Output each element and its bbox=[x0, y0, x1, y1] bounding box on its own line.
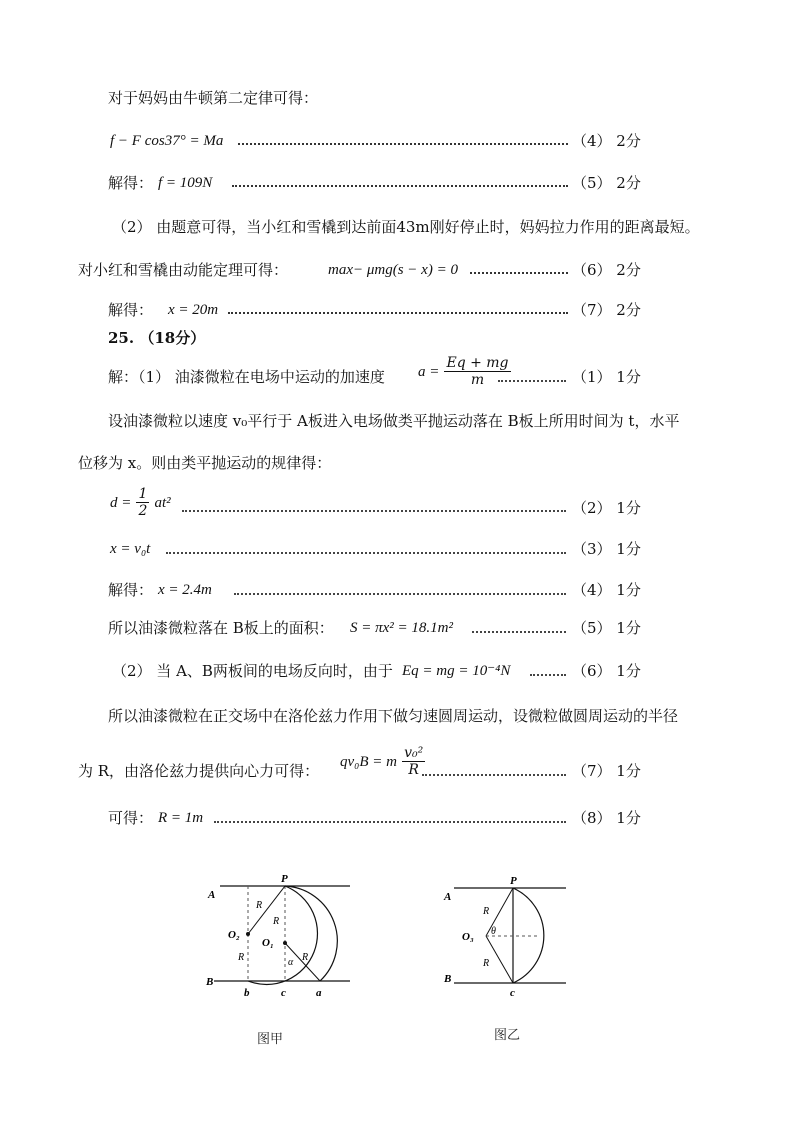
label-p: P bbox=[510, 875, 517, 887]
score-4b: （4） 1分 bbox=[572, 581, 641, 599]
label-r: R bbox=[483, 906, 490, 917]
score-7b: （7） 1分 bbox=[572, 762, 641, 780]
point-o2 bbox=[246, 932, 250, 936]
leader-dots bbox=[530, 674, 566, 676]
equation-acceleration bbox=[418, 355, 511, 388]
solve-label: 解得： bbox=[108, 174, 154, 192]
label-r: R bbox=[256, 900, 263, 911]
equation-f: f = 109N bbox=[158, 175, 213, 191]
d-rhs: at² bbox=[154, 495, 171, 511]
text-acceleration: 解：（1） 油漆微粒在电场中运动的加速度 bbox=[108, 368, 385, 386]
score-3: （3） 1分 bbox=[572, 540, 641, 558]
label-b: B bbox=[206, 976, 214, 988]
solve-label: 解得： bbox=[108, 301, 154, 319]
text-line-10: 位移为 x。则由类平抛运动的规律得： bbox=[78, 454, 332, 472]
equation-newton-mother: f − F cos37° = Ma bbox=[110, 133, 224, 149]
lorentz-lhs: qv₀B = m bbox=[340, 754, 397, 770]
leader-dots bbox=[498, 380, 566, 382]
d-lhs: d = bbox=[110, 495, 132, 511]
label-p: P bbox=[281, 873, 288, 885]
leader-dots bbox=[472, 631, 566, 633]
label-o3: O₃ bbox=[462, 931, 474, 943]
label-c-point: c bbox=[510, 987, 515, 999]
score-8: （8） 1分 bbox=[572, 809, 641, 827]
figure-2-caption: 图乙 bbox=[494, 1028, 521, 1043]
radius-line bbox=[486, 936, 513, 983]
equation-x-value: x = 2.4m bbox=[158, 582, 212, 598]
text-lorentz: 为 R，由洛伦兹力提供向心力可得： bbox=[78, 762, 320, 780]
text-line-1: 对于妈妈由牛顿第二定律可得： bbox=[108, 89, 319, 107]
fraction-denominator: 2 bbox=[138, 503, 148, 519]
score-6: （6） 2分 bbox=[572, 261, 641, 279]
equation-kinetic: max− μmg(s − x) = 0 bbox=[328, 262, 458, 278]
fraction-numerator: 1 bbox=[138, 486, 148, 502]
fraction-denominator: m bbox=[470, 372, 485, 388]
equation-r: R = 1m bbox=[158, 810, 204, 826]
figure-1-caption: 图甲 bbox=[257, 1032, 284, 1047]
half-fraction bbox=[136, 486, 149, 519]
fraction-denominator: R bbox=[408, 762, 419, 778]
label-b: B bbox=[444, 973, 452, 985]
leader-dots bbox=[470, 272, 568, 274]
label-theta: θ bbox=[491, 926, 496, 937]
fraction-numerator: v₀² bbox=[404, 745, 424, 761]
label-r: R bbox=[302, 952, 309, 963]
leader-dots bbox=[214, 821, 566, 823]
text-line-9: 设油漆微粒以速度 v₀平行于 A板进入电场做类平抛运动落在 B板上所用时间为 t，水平 bbox=[108, 412, 680, 430]
leader-dots bbox=[238, 143, 568, 145]
score-7: （7） 2分 bbox=[572, 301, 641, 319]
text-area: 所以油漆微粒落在 B板上的面积： bbox=[108, 619, 334, 637]
text-line-part2: （2） 由题意可得，当小红和雪橇到达前面43m刚好停止时，妈妈拉力作用的距离最短。 bbox=[112, 218, 700, 236]
score-1: （1） 1分 bbox=[572, 368, 641, 386]
label-b-point: b bbox=[244, 987, 250, 999]
leader-dots bbox=[182, 510, 566, 512]
label-r: R bbox=[273, 916, 280, 927]
equation-area: S = πx² = 18.1m² bbox=[350, 620, 453, 636]
leader-dots bbox=[166, 552, 566, 554]
label-r: R bbox=[238, 952, 245, 963]
text-line-16: 所以油漆微粒在正交场中在洛伦兹力作用下做匀速圆周运动，设微粒做圆周运动的半径 bbox=[108, 707, 679, 725]
leader-dots bbox=[422, 774, 566, 776]
score-4: （4） 2分 bbox=[572, 132, 641, 150]
figure-2-diagram bbox=[440, 872, 580, 1002]
equation-d bbox=[110, 486, 171, 519]
label-c-point: c bbox=[281, 987, 286, 999]
score-5: （5） 2分 bbox=[572, 174, 641, 192]
leader-dots bbox=[234, 593, 566, 595]
radius-line bbox=[248, 886, 285, 934]
fraction-numerator: Eq + mg bbox=[446, 355, 509, 371]
score-2: （2） 1分 bbox=[572, 499, 641, 517]
label-r: R bbox=[483, 958, 490, 969]
score-5b: （5） 1分 bbox=[572, 619, 641, 637]
label-alpha: α bbox=[288, 957, 294, 968]
text-result: 可得： bbox=[108, 809, 154, 827]
label-a: A bbox=[444, 891, 452, 903]
leader-dots bbox=[228, 312, 568, 314]
leader-dots bbox=[232, 185, 568, 187]
figure-1-diagram bbox=[200, 868, 360, 1008]
acceleration-fraction bbox=[444, 355, 510, 388]
solve-label: 解得： bbox=[108, 581, 154, 599]
label-a: A bbox=[208, 889, 216, 901]
equation-x: x = 20m bbox=[168, 302, 219, 318]
text-field-reversed: （2） 当 A、B两板间的电场反向时，由于 bbox=[112, 662, 393, 680]
question-25-heading: 25. （18分） bbox=[108, 329, 206, 347]
equation-x-v0t: x = v₀t bbox=[110, 541, 151, 557]
point-o1 bbox=[283, 941, 287, 945]
text-kinetic-energy: 对小红和雪橇由动能定理可得： bbox=[78, 261, 289, 279]
score-6b: （6） 1分 bbox=[572, 662, 641, 680]
label-o1: O₁ bbox=[262, 937, 274, 949]
label-o2: O₂ bbox=[228, 929, 240, 941]
acceleration-lhs: a = bbox=[418, 364, 440, 380]
equation-eq-mg: Eq = mg = 10⁻⁴N bbox=[402, 663, 511, 679]
equation-lorentz bbox=[340, 745, 425, 778]
label-a-point: a bbox=[316, 987, 322, 999]
